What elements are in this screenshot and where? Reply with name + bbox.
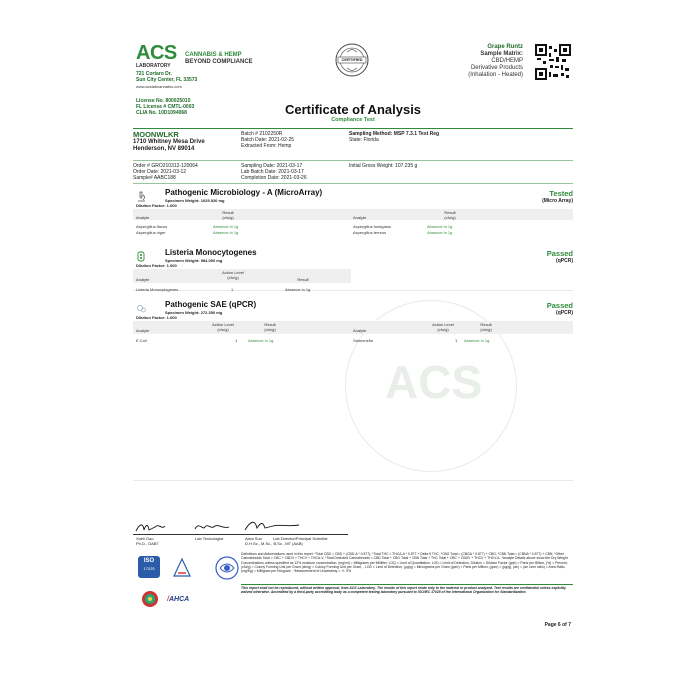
micro-col-unit-right: (cfu/g) <box>444 215 456 220</box>
sig3-title: D.H.Sc., M.Sc., B.Sc., MT (AAB) <box>245 541 303 546</box>
completion-date: Completion Date: 2021-03-26 <box>241 175 307 181</box>
client-name: MOONWLKR <box>133 130 179 139</box>
listeria-col-action-unit: (cfu/g) <box>227 275 239 280</box>
clia-no: CLIA No. 10D1094068 <box>136 110 187 116</box>
sae-col-result-unit-right: (cfu/g) <box>480 327 492 332</box>
table-row-result: Absence in 1g <box>427 224 453 229</box>
sig1-name: Xueli Gao <box>136 536 154 541</box>
order-no: Order # GRO210312-120064 <box>133 163 198 169</box>
sig3-name: Aixia Sun <box>245 536 262 541</box>
micro-dilution: Dilution Factor: 1.000 <box>136 203 177 208</box>
order-info <box>133 163 198 181</box>
sample-no: Sample# AABC188 <box>133 175 176 181</box>
header-divider <box>133 128 573 129</box>
certified-seal <box>335 43 369 77</box>
batch-info <box>241 131 294 149</box>
batch-date: Batch Date: 2021-02-25 <box>241 137 295 143</box>
sig2-title: Lab Toxicologist <box>195 536 224 541</box>
sae-col-action-unit-right: (cfu/g) <box>437 327 449 332</box>
micro-col-analyte-left: Analyte <box>136 215 150 220</box>
extracted-from: Extracted From: Hemp <box>241 143 292 149</box>
table-row-action: 1 <box>231 287 234 292</box>
footer-disclaimer: This report shall not be reproduced, without written approval, from ACS Laboratory. The results of this report relate only to the material or product analyzed. Test results are confidential unless explicitly waived otherwise. Accredited by a third-party accrediting body as a competent testing laboratory pursuant to ISO/IEC 17025 of the International Organization for Standardization. <box>241 586 566 595</box>
client-divider <box>133 160 573 161</box>
micro-col-result-right: Result <box>444 210 456 215</box>
acs-logo-sub: LABORATORY <box>136 63 171 69</box>
seal-text: CERTIFIED <box>341 57 363 62</box>
table-row-result: Absence in 1g <box>464 338 490 343</box>
iso-number: 17025 <box>143 566 155 571</box>
sae-status: Passed <box>546 301 573 310</box>
sample-method: (Inhalation - Heated) <box>468 72 523 78</box>
tagline <box>185 52 253 66</box>
client-info <box>133 130 205 153</box>
sae-col-analyte-right: Analyte <box>353 328 367 333</box>
client-address-1: 1710 Whitney Mesa Drive <box>133 139 205 145</box>
order-date: Order Date: 2021-03-12 <box>133 169 187 175</box>
table-row-analyte: Aspergillus flavus <box>136 224 168 229</box>
table-row-analyte: Aspergillus fumigatus <box>353 224 392 229</box>
ahca-label: AHCA <box>168 596 190 603</box>
table-row-action: 1 <box>235 338 238 343</box>
sample-type: Derivative Products <box>470 65 523 71</box>
sampling-info <box>349 131 439 143</box>
table-row-analyte: Aspergillus niger <box>136 230 166 235</box>
sig3-role: Lab Director/Principal Scientist <box>273 536 328 541</box>
lab-address-line2: Sun City Center, FL 33573 <box>136 77 198 83</box>
listeria-method: (qPCR) <box>556 258 573 264</box>
page-subtitle: Compliance Test <box>331 117 375 123</box>
table-row-analyte: Aspergillus terreus <box>353 230 387 235</box>
micro-col-unit-left: (cfu/g) <box>222 215 234 220</box>
certificate-page <box>133 40 573 635</box>
qr-code[interactable] <box>535 44 571 80</box>
table-row-result: Absence in 1g <box>248 338 274 343</box>
sae-col-result-unit-left: (cfu/g) <box>264 327 276 332</box>
table-row-analyte: Salmonella <box>353 338 373 343</box>
micro-title: Pathogenic Microbiology - A (MicroArray) <box>165 188 323 197</box>
batch-no: Batch # 2102250R <box>241 131 283 137</box>
license-no: License No. 800025015 <box>136 98 191 104</box>
table-row-result: Absence in 1g <box>427 230 453 235</box>
page-number: Page 6 of 7 <box>544 622 571 628</box>
table-row-analyte: Listeria Monocytogenes <box>136 287 179 292</box>
listeria-dilution: Dilution Factor: 1.000 <box>136 263 177 268</box>
sample-matrix: CBD/HEMP <box>491 58 523 64</box>
sae-col-analyte-left: Analyte <box>136 328 150 333</box>
tagline-line2: BEYOND COMPLIANCE <box>185 59 253 65</box>
lab-address <box>136 71 197 83</box>
listeria-weight: Specimen Weight: 984.000 mg <box>165 258 223 263</box>
order-divider <box>133 183 573 184</box>
footer-definitions: Definitions and Abbreviations used in this report: *Total CBD = CBD + (CBD-A * 0.877), *Total THC = THCA-A * 0.877 + Delta 9 THC, *CBG Total = (CBGA * 0.877) + CBG, *CBN Total = (CBNA * 0.877) + CBN, *Other Cannabinoids Total = CBC + CBDV + THCV + THCA-V, *Total Detected Cannabinoids = CBD Total + CBG Total + CBN Total + THC Total + CBC + CBDV + THCV + THCV-A. *Analyte Details above show the Dry Weight Concentrations unless specified as 12% moisture concentration. (mg/ml) = Milligrams per Milliliter, LOQ = Limit of Quantitation, LOD = Limit of Detection, Dilution = Dilution Factor (ppb) = Parts per Billion, (%) = Percent, (cfu/g) = Colony Forming Unit per Gram (cfu/g) = Colony Forming Unit per Gram, , LOD = Limit of Detection, (µg/g) = Micrograms per Gram (ppm) = Parts per Million, (ppm) = (µg/g), (ae) = (ae Lime ratio) = Area Ratio, (mg/Kg) = Milligram per Kilogram , *Measurement of Uncertainty = +/- 5% <box>241 552 568 574</box>
sample-matrix-label: Sample Matrix: <box>480 51 523 57</box>
table-row-result: Absence in 1g <box>285 287 311 292</box>
sae-title: Pathogenic SAE (qPCR) <box>165 300 257 309</box>
table-row-analyte: E.Coli <box>136 338 147 343</box>
lab-website[interactable]: www.acslabcannabis.com <box>136 84 182 89</box>
lab-address-line1: 721 Cortaro Dr. <box>136 71 172 77</box>
ahca-mark-icon: / <box>167 596 169 603</box>
sae-method: (qPCR) <box>556 310 573 316</box>
listeria-title: Listeria Monocytogenes <box>165 248 257 257</box>
micro-status: Tested <box>549 189 573 198</box>
page-title: Certificate of Analysis <box>284 102 422 117</box>
acs-logo <box>136 43 177 69</box>
certification-badge <box>215 556 239 580</box>
fl-license: FL License # CMTL-0003 <box>136 104 195 110</box>
sample-info <box>468 44 523 79</box>
ahca-logo <box>167 596 189 603</box>
table-row-action: 1 <box>455 338 458 343</box>
sae-dilution: Dilution Factor: 1.000 <box>136 315 177 320</box>
sae-col-action-unit-left: (cfu/g) <box>217 327 229 332</box>
sae-col-result-right: Result <box>480 322 492 327</box>
iso-label: ISO <box>143 558 155 564</box>
micro-weight: Specimen Weight: 1025.520 mg <box>165 198 225 203</box>
footer-divider <box>241 584 573 585</box>
listeria-col-result: Result <box>297 277 309 282</box>
micro-method: (Micro Array) <box>542 198 573 204</box>
state: State: Florida <box>349 137 379 143</box>
lab-batch-date: Lab Batch Date: 2021-03-17 <box>241 169 304 175</box>
sae-col-action-left: Action Level <box>212 322 234 327</box>
sae-col-result-left: Result <box>264 322 276 327</box>
acs-logo-text: ACS <box>136 42 177 64</box>
listeria-status: Passed <box>546 249 573 258</box>
watermark-text: ACS <box>385 356 483 408</box>
micro-col-result-left: Result <box>222 210 234 215</box>
listeria-col-action: Action Level <box>222 270 244 275</box>
micro-col-analyte-right: Analyte <box>353 215 367 220</box>
iso-badge <box>138 556 160 578</box>
gross-weight: Initial Gross Weight: 107.235 g <box>349 163 418 169</box>
sampling-date: Sampling Date: 2021-03-17 <box>241 163 303 169</box>
sae-weight: Specimen Weight: 272.350 mg <box>165 310 223 315</box>
signature-line <box>133 534 348 535</box>
date-info <box>241 163 307 181</box>
sampling-method: Sampling Method: MSP 7.3.1 Test Reg <box>349 131 440 137</box>
tagline-line1: CANNABIS & HEMP <box>185 52 242 58</box>
lab-accreditation-badge <box>171 556 193 578</box>
table-row-result: Absence in 1g <box>213 224 239 229</box>
table-row-result: Absence in 1g <box>213 230 239 235</box>
sae-col-action-right: Action Level <box>432 322 454 327</box>
client-address-2: Henderson, NV 89014 <box>133 146 195 152</box>
sample-name: Grape Runtz <box>487 44 523 50</box>
state-seal-badge <box>141 590 159 608</box>
listeria-col-analyte: Analyte <box>136 277 150 282</box>
sig1-title: Ph.D., DABT <box>136 541 159 546</box>
